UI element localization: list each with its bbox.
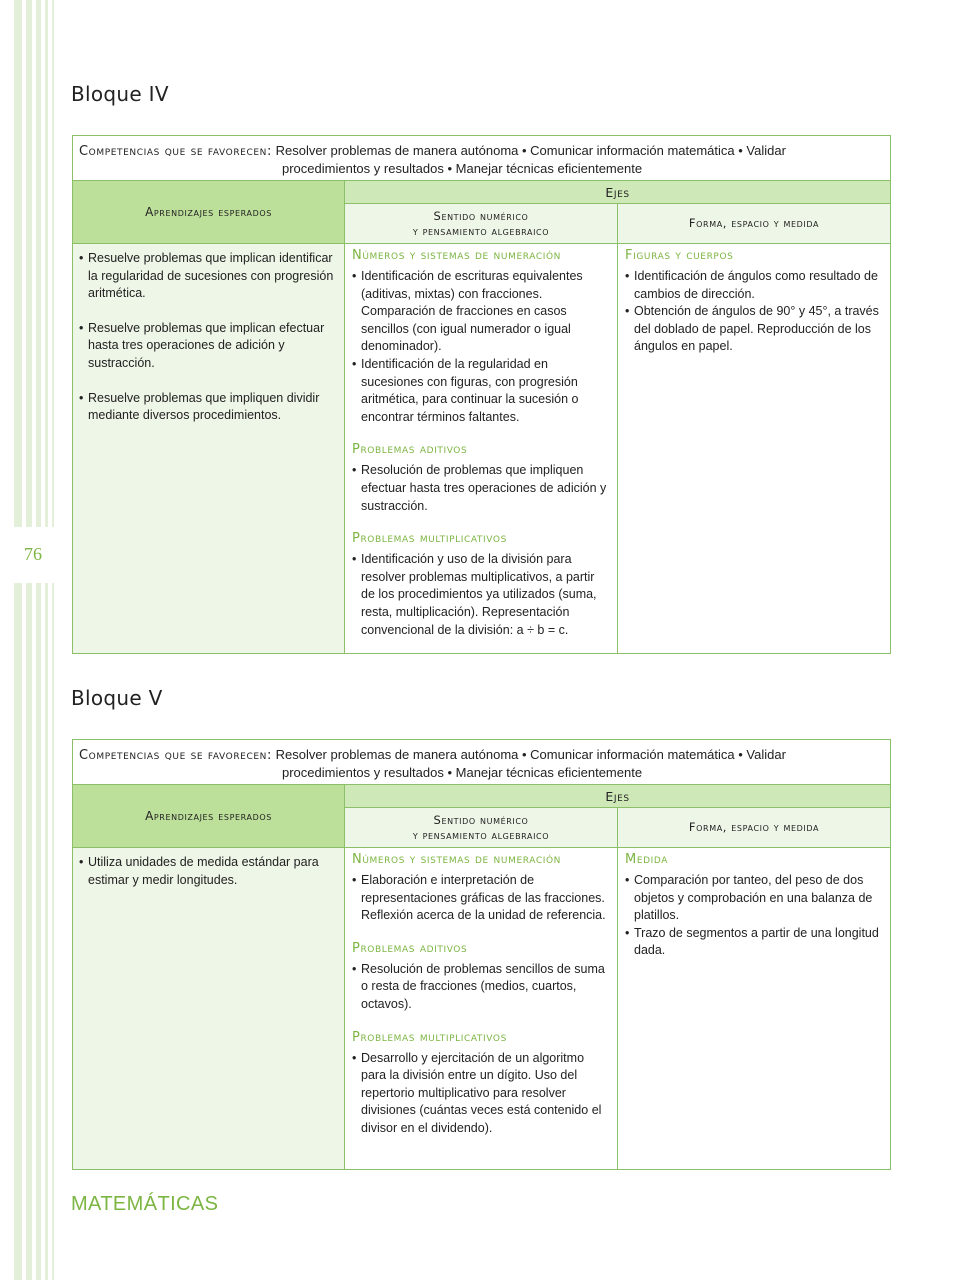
eje-header-sentido-numerico [345, 204, 618, 244]
stripe [26, 0, 32, 1280]
forma-espacio-column [618, 244, 891, 654]
competencias-row [73, 740, 891, 785]
content-item: • Identificación de escrituras equivalentes (aditivas, mixtas) con fracciones. Comparación de fracciones en casos sencillos (con igual numerador o igual denominador). [352, 268, 611, 356]
aprendizajes-header: Aprendizajes esperados [73, 785, 345, 848]
bloque-title: Bloque IV [71, 82, 169, 106]
ejes-header: Ejes [345, 181, 891, 204]
content-item: • Comparación por tanteo, del peso de dos objetos y comprobación en una balanza de platillos. [625, 872, 884, 925]
aprendizaje-item: • Utiliza unidades de medida estándar para estimar y medir longitudes. [79, 854, 338, 889]
aprendizajes-column [73, 244, 345, 654]
aprendizaje-item: • Resuelve problemas que implican identificar la regularidad de sucesiones con progresión aritmética. [79, 250, 338, 303]
ejes-header: Ejes [345, 785, 891, 808]
competencias-text: Resolver problemas de manera autónoma • Comunicar información matemática • Validar [275, 143, 786, 158]
forma-espacio-column [618, 848, 891, 1170]
eje-header-line: y pensamiento algebraico [412, 827, 550, 842]
decorative-side-stripes [0, 0, 60, 1280]
content-item: • Trazo de segmentos a partir de una longitud dada. [625, 925, 884, 960]
footer-subject: MATEMÁTICAS [71, 1193, 219, 1215]
section-title: Números y sistemas de numeración [352, 248, 561, 263]
content-item: • Resolución de problemas que impliquen efectuar hasta tres operaciones de adición y sustracción. [352, 462, 611, 515]
eje-header-line: y pensamiento algebraico [412, 223, 550, 238]
content-item: • Obtención de ángulos de 90° y 45°, a través del doblado de papel. Reproducción de los ángulos en papel. [625, 303, 884, 356]
competencias-row [73, 136, 891, 181]
bloque-table [72, 739, 891, 1170]
aprendizajes-column [73, 848, 345, 1170]
aprendizaje-item: • Resuelve problemas que impliquen dividir mediante diversos procedimientos. [79, 390, 338, 425]
stripe [45, 0, 48, 1280]
content-item: • Identificación de ángulos como resultado de cambios de dirección. [625, 268, 884, 303]
eje-header-sentido-numerico [345, 808, 618, 848]
sentido-numerico-column [345, 848, 618, 1170]
eje-header-forma-espacio: Forma, espacio y medida [618, 204, 891, 244]
aprendizaje-item: • Resuelve problemas que implican efectuar hasta tres operaciones de adición y sustracción. [79, 320, 338, 373]
eje-header-line: Sentido numérico [433, 812, 529, 827]
stripe [36, 0, 41, 1280]
stripe [14, 0, 22, 1280]
stripe [52, 0, 54, 1280]
competencias-label: Competencias que se favorecen: [79, 144, 272, 159]
competencias-label: Competencias que se favorecen: [79, 748, 272, 763]
content-item: • Elaboración e interpretación de representaciones gráficas de las fracciones. Reflexión acerca de la unidad de referencia. [352, 872, 611, 925]
sentido-numerico-column [345, 244, 618, 654]
section-title: Medida [625, 852, 669, 867]
competencias-text: procedimientos y resultados • Manejar técnicas eficientemente [282, 161, 643, 176]
content-item: • Resolución de problemas sencillos de suma o resta de fracciones (medios, cuartos, octavos). [352, 961, 611, 1014]
content-item: • Identificación de la regularidad en sucesiones con figuras, con progresión aritmética, para continuar la sucesión o encontrar términos faltantes. [352, 356, 611, 426]
eje-header-forma-espacio: Forma, espacio y medida [618, 808, 891, 848]
section-title: Problemas multiplicativos [352, 1029, 507, 1045]
section-title: Figuras y cuerpos [625, 248, 734, 263]
competencias-text: procedimientos y resultados • Manejar técnicas eficientemente [282, 765, 643, 780]
content-item: • Desarrollo y ejercitación de un algoritmo para la división entre un dígito. Uso del repertorio multiplicativo para resolver divisiones (cuántas veces está contenido el divisor en el dividendo). [352, 1050, 611, 1138]
section-title: Problemas multiplicativos [352, 531, 507, 547]
section-title: Números y sistemas de numeración [352, 852, 561, 867]
competencias-text: Resolver problemas de manera autónoma • Comunicar información matemática • Validar [275, 747, 786, 762]
aprendizajes-header: Aprendizajes esperados [73, 181, 345, 244]
page-number: 76 [24, 544, 42, 564]
bloque-title: Bloque V [71, 686, 163, 710]
eje-header-line: Sentido numérico [433, 208, 529, 223]
bloque-table [72, 135, 891, 654]
content-item: • Identificación y uso de la división para resolver problemas multiplicativos, a partir de los procedimientos ya utilizados (suma, resta, multiplicación). Representación convencional de la división: a ÷ b = c. [352, 551, 611, 639]
section-title: Problemas aditivos [352, 442, 468, 458]
section-title: Problemas aditivos [352, 940, 468, 956]
